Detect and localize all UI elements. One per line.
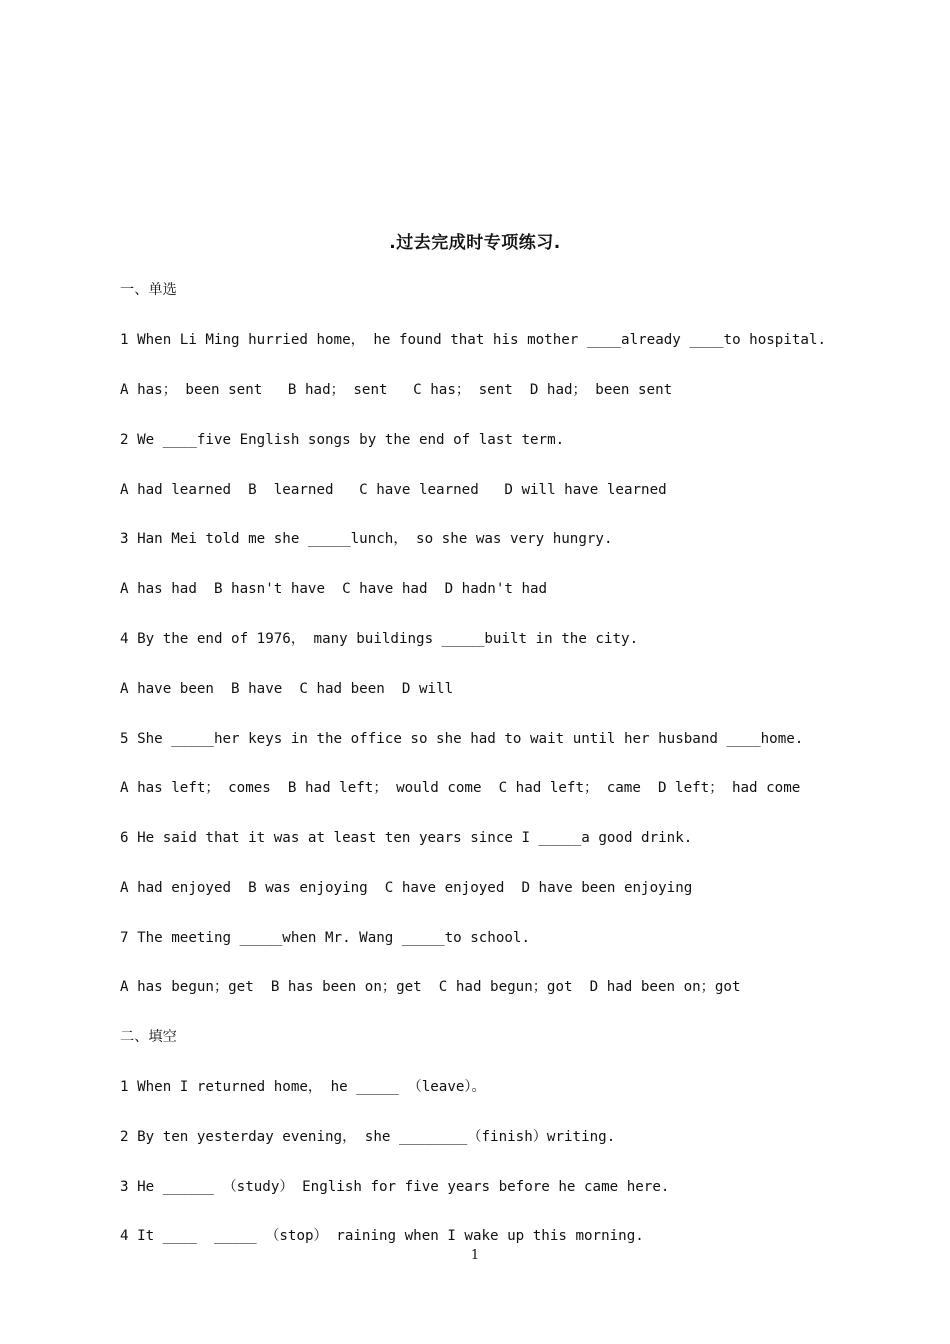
question-7-options: A has begun；get B has been on；get C had begun；got D had been on；got xyxy=(120,979,741,995)
question-6: 6 He said that it was at least ten years since I _____a good drink. xyxy=(120,830,693,846)
question-1-options: A has； been sent B had； sent C has； sent D had； been sent xyxy=(120,382,673,398)
question-4-options: A have been B have C had been D will xyxy=(120,681,454,697)
fill-item-2: 2 By ten yesterday evening， she ________（finish）writing. xyxy=(120,1129,616,1145)
question-3-options: A has had B hasn't have C have had D hadn't had xyxy=(120,581,548,597)
question-2-options: A had learned B learned C have learned D will have learned xyxy=(120,482,667,498)
fill-item-3: 3 He ______ （study） English for five years before he came here. xyxy=(120,1179,670,1195)
question-6-options: A had enjoyed B was enjoying C have enjoyed D have been enjoying xyxy=(120,880,693,896)
page-number: 1 xyxy=(470,1248,480,1263)
question-4: 4 By the end of 1976， many buildings _____built in the city. xyxy=(120,631,639,647)
section-heading-single-choice: 一、单选 xyxy=(120,282,177,298)
question-5: 5 She _____her keys in the office so she had to wait until her husband ____home. xyxy=(120,731,804,747)
question-1: 1 When Li Ming hurried home， he found that his mother ____already ____to hospital. xyxy=(120,332,827,348)
fill-item-4: 4 It ____ _____ （stop） raining when I wake up this morning. xyxy=(120,1228,644,1244)
fill-item-1: 1 When I returned home， he _____ （leave）。 xyxy=(120,1079,486,1095)
question-5-options: A has left； comes B had left； would come C had left； came D left； had come xyxy=(120,780,801,796)
page-title: .过去完成时专项练习. xyxy=(389,233,561,253)
question-2: 2 We ____five English songs by the end of last term. xyxy=(120,432,565,448)
question-7: 7 The meeting _____when Mr. Wang _____to school. xyxy=(120,930,530,946)
question-3: 3 Han Mei told me she _____lunch， so she was very hungry. xyxy=(120,531,613,547)
section-heading-fill-blank: 二、填空 xyxy=(120,1029,177,1045)
